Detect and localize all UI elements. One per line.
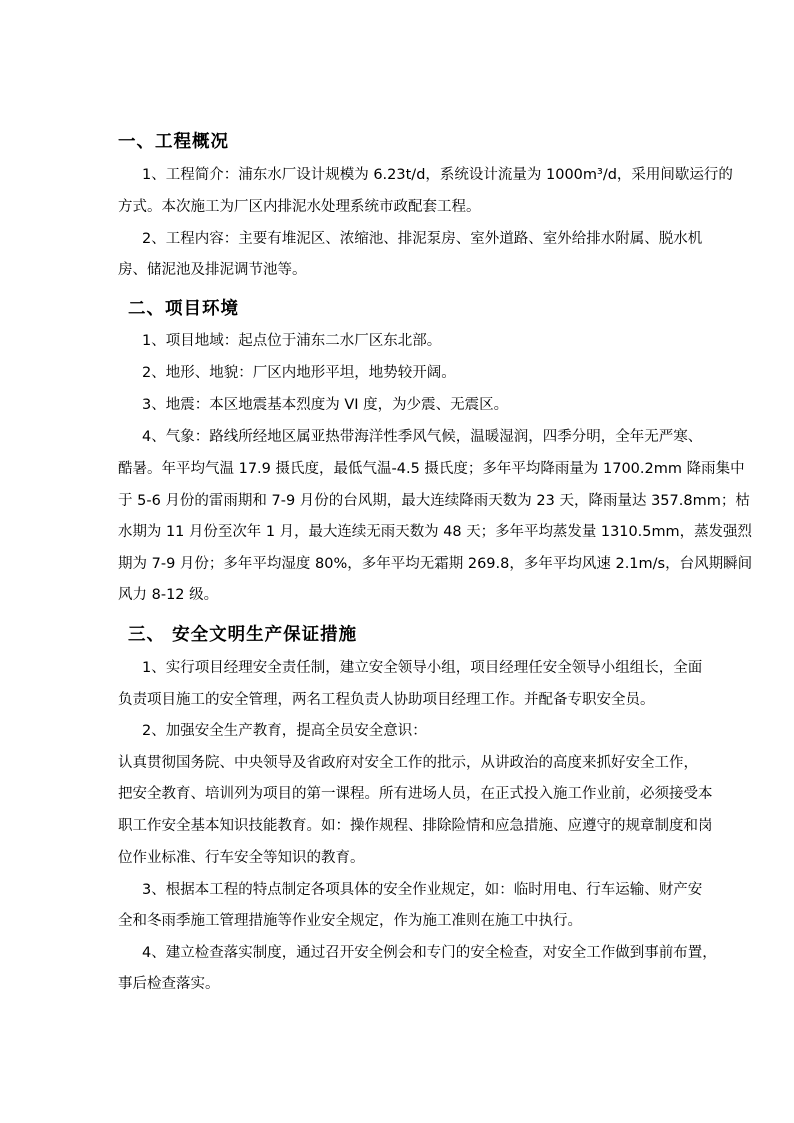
section-3-para-3-line-1: 认真贯彻国务院、中央领导及省政府对安全工作的批示，从讲政治的高度来抓好安全工作， (118, 755, 698, 771)
section-2-climate-line-4: 水期为 11 月份至次年 1 月，最大连续无雨天数为 48 天；多年平均蒸发量 1310.5mm，蒸发强烈 (118, 524, 752, 540)
section-2-climate-line-2: 酷暑。年平均气温 17.9 摄氏度，最低气温-4.5 摄氏度；多年平均降雨量为 1700.2mm 降雨集中 (118, 461, 745, 477)
section-3-para-3-line-4: 位作业标准、行车安全等知识的教育。 (118, 850, 365, 866)
section-1-para-1-line-1: 1、工程简介：浦东水厂设计规模为 6.23t/d，系统设计流量为 1000m³/d，采用间歇运行的 (142, 167, 733, 183)
section-3-para-2: 2、加强安全生产教育，提高全员安全意识： (142, 723, 427, 739)
section-3-para-4-line-2: 全和冬雨季施工管理措施等作业安全规定，作为施工准则在施工中执行。 (118, 913, 582, 929)
section-3-heading: 三、 安全文明生产保证措施 (128, 625, 358, 645)
section-3-para-1-line-1: 1、实行项目经理安全责任制，建立安全领导小组，项目经理任安全领导小组组长，全面 (142, 660, 703, 676)
section-1-para-2-line-1: 2、工程内容：主要有堆泥区、浓缩池、排泥泵房、室外道路、室外给排水附属、脱水机 (142, 231, 703, 247)
section-2-climate-line-3: 于 5-6 月份的雷雨期和 7-9 月份的台风期，最大连续降雨天数为 23 天，降雨量达 357.8mm；枯 (118, 493, 750, 509)
section-2-item-2: 2、地形、地貌：厂区内地形平坦，地势较开阔。 (142, 365, 456, 381)
section-3-para-3-line-3: 职工作安全基本知识技能教育。如：操作规程、排除险情和应急措施、应遵守的规章制度和岗 (118, 818, 713, 834)
section-1-para-2-line-2: 房、储泥池及排泥调节池等。 (118, 262, 307, 278)
section-2-item-1: 1、项目地域：起点位于浦东二水厂区东北部。 (142, 333, 442, 349)
section-3-para-5-line-1: 4、建立检查落实制度，通过召开安全例会和专门的安全检查，对安全工作做到事前布置， (142, 945, 717, 961)
section-1-para-1-line-2: 方式。本次施工为厂区内排泥水处理系统市政配套工程。 (118, 199, 481, 215)
section-2-heading: 二、项目环境 (128, 299, 239, 319)
section-2-climate-line-1: 4、气象：路线所经地区属亚热带海洋性季风气候，温暖湿润，四季分明，全年无严寒、 (142, 429, 703, 445)
section-3-para-5-line-2: 事后检查落实。 (118, 976, 220, 992)
section-2-item-3: 3、地震：本区地震基本烈度为 VI 度，为少震、无震区。 (142, 397, 509, 413)
section-1-heading: 一、工程概况 (118, 132, 229, 152)
section-3-para-4-line-1: 3、根据本工程的特点制定各项具体的安全作业规定，如：临时用电、行车运输、财产安 (142, 882, 703, 898)
section-3-para-1-line-2: 负责项目施工的安全管理，两名工程负责人协助项目经理工作。并配备专职安全员。 (118, 692, 655, 708)
section-2-climate-line-6: 风力 8-12 级。 (118, 587, 219, 603)
section-3-para-3-line-2: 把安全教育、培训列为项目的第一课程。所有进场人员，在正式投入施工作业前，必须接受本 (118, 786, 713, 802)
section-2-climate-line-5: 期为 7-9 月份；多年平均湿度 80%，多年平均无霜期 269.8，多年平均风速 2.1m/s，台风期瞬间 (118, 556, 753, 572)
